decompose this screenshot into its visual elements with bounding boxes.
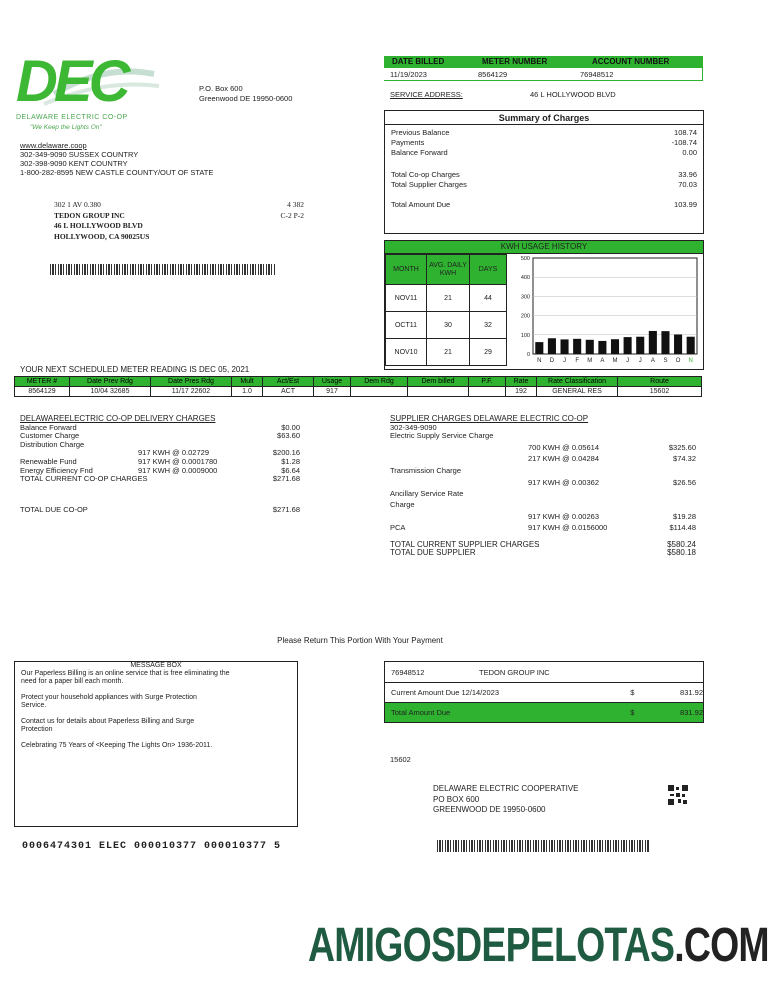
value-account-number: 76948512 [580, 70, 614, 79]
mailing-address [54, 200, 304, 242]
company-address-line1: P.O. Box 600 [199, 84, 243, 93]
meter-cell: 1.0 [232, 387, 263, 397]
usage-avg: 30 [427, 312, 470, 339]
chart-ytick-label: 300 [520, 294, 530, 301]
meter-cell: 8564129 [15, 387, 70, 397]
chart-xtick-label: A [600, 358, 605, 364]
usage-month: NOV11 [386, 285, 427, 312]
meter-cell: 11/17 22602 [151, 387, 232, 397]
supplier-total-label: TOTAL CURRENT SUPPLIER CHARGES [390, 539, 540, 549]
supplier-trans-value: $26.56 [673, 477, 696, 487]
coop-energy-detail: 917 KWH @ 0.0009000 [138, 465, 218, 475]
chart-bar [649, 331, 657, 354]
coop-distribution-label: Distribution Charge [20, 439, 85, 449]
supplier-due-label: TOTAL DUE SUPPLIER [390, 548, 476, 558]
chart-xtick-label: D [549, 358, 555, 364]
logo-text: DEC [16, 49, 127, 114]
route-code: 15602 [390, 755, 411, 764]
mailing-name: TEDON GROUP INC [54, 210, 125, 220]
next-reading-notice: YOUR NEXT SCHEDULED METER READING IS DEC 05, 2021 [20, 365, 250, 374]
label-meter-number: METER NUMBER [482, 57, 548, 66]
value-meter-number: 8564129 [478, 70, 508, 79]
coop-balance-value: $0.00 [281, 422, 300, 432]
chart-ytick-label: 500 [520, 256, 530, 262]
chart-ytick-label: 0 [526, 352, 530, 358]
meter-table-row [15, 387, 702, 397]
message-box-title: MESSAGE BOX [130, 662, 182, 669]
coop-due-value: $271.68 [272, 504, 300, 514]
summary-total-label: Total Amount Due [391, 200, 451, 209]
service-address-value: 46 L HOLLYWOOD BLVD [530, 90, 616, 99]
stub-name: TEDON GROUP INC [479, 667, 550, 677]
coop-charges [20, 415, 300, 514]
payment-stub [384, 661, 704, 723]
meter-cell [351, 387, 408, 397]
summary-row-payments [391, 138, 697, 148]
chart-bar [586, 340, 594, 354]
mailing-code-right: 4 382 [287, 200, 304, 209]
value-date-billed: 11/19/2023 [390, 70, 427, 79]
meter-cell [408, 387, 469, 397]
supplier-supply1-detail: 700 KWH @ 0.05614 [528, 442, 599, 452]
chart-xtick-label: S [663, 358, 668, 364]
meter-cell: GENERAL RES [537, 387, 618, 397]
summary-value: 108.74 [674, 128, 697, 137]
supplier-trans-label: Transmission Charge [390, 465, 461, 475]
meter-cell: ACT [263, 387, 314, 397]
supplier-ancillary-label2: Charge [390, 499, 415, 509]
supplier-supply2-value: $74.32 [673, 454, 696, 464]
usage-avg: 21 [427, 339, 470, 366]
chart-xtick-label: J [638, 358, 642, 364]
supplier-charges [390, 415, 696, 558]
usage-header-month: MONTH [386, 255, 427, 285]
meter-header: P.F. [469, 377, 506, 387]
contact-info [20, 141, 213, 177]
stub-current-value: 831.92 [680, 688, 703, 697]
coop-customer-value: $63.60 [277, 431, 300, 441]
message-p1: Our Paperless Billing is an online service that is free eliminating the need for a paper bill each month. [21, 670, 230, 685]
chart-bar [598, 341, 606, 354]
meter-header: Dem Rdg [351, 377, 408, 387]
supplier-pca-value: $114.48 [669, 522, 696, 532]
meter-cell: 917 [314, 387, 351, 397]
meter-header: Date Prev Rdg [70, 377, 151, 387]
meter-cell [469, 387, 506, 397]
chart-bar [573, 339, 581, 354]
usage-history-table [385, 254, 507, 366]
stub-total-value: 831.92 [680, 708, 703, 717]
stub-total-label: Total Amount Due [391, 708, 451, 717]
chart-xtick-label: A [650, 358, 655, 364]
coop-total-value: $271.68 [272, 474, 300, 484]
meter-cell: 10/04 32685 [70, 387, 151, 397]
supplier-pca-label: PCA [390, 522, 406, 532]
remit-address [433, 784, 579, 816]
mailing-code-right2: C-2 P-2 [280, 210, 304, 220]
meter-header: Rate Classification [537, 377, 618, 387]
usage-days: 29 [470, 339, 507, 366]
message-p2: Protect your household appliances with Surge Protection Service. [21, 694, 197, 709]
watermark-main: AMIGOSDEPELOTAS [308, 919, 675, 972]
chart-xtick-label: M [587, 358, 593, 364]
chart-xtick-label: J [563, 358, 567, 364]
summary-value: 0.00 [682, 148, 697, 157]
meter-header: Mult [232, 377, 263, 387]
chart-xtick-label: N [537, 358, 542, 364]
supplier-supply1-value: $325.60 [668, 442, 696, 452]
summary-label: Total Co-op Charges [391, 170, 460, 179]
usage-row [386, 285, 507, 312]
supplier-trans-detail: 917 KWH @ 0.00362 [528, 477, 599, 487]
supplier-due-value: $580.18 [667, 548, 696, 558]
remit-line2: PO BOX 600 [433, 794, 480, 804]
stub-total-currency: $ [630, 708, 635, 717]
summary-label: Payments [391, 138, 425, 147]
meter-header: Usage [314, 377, 351, 387]
coop-total-label: TOTAL CURRENT CO-OP CHARGES [20, 474, 148, 484]
usage-history-title: KWH USAGE HISTORY [385, 241, 703, 254]
meter-table-header [15, 377, 702, 387]
stub-current-currency: $ [630, 688, 635, 697]
meter-header: Rate [506, 377, 537, 387]
meter-header: Route [618, 377, 702, 387]
remit-line3: GREENWOOD DE 19950-0600 [433, 805, 546, 814]
contact-phone-sussex: 302-349-9090 SUSSEX COUNTRY [20, 150, 139, 159]
watermark [308, 918, 769, 973]
chart-xtick-label: J [626, 358, 630, 364]
header-table-frame [384, 56, 703, 81]
postal-barcode [50, 264, 276, 275]
message-box [14, 661, 298, 827]
coop-due-label: TOTAL DUE CO-OP [20, 504, 88, 514]
company-address-line2: Greenwood DE 19950-0600 [199, 94, 293, 103]
chart-xtick-label: O [675, 358, 681, 364]
coop-renew-detail: 917 KWH @ 0.0001780 [138, 456, 218, 466]
usage-history [384, 240, 704, 370]
supplier-ancillary-detail: 917 KWH @ 0.00263 [528, 512, 599, 522]
summary-row-previous-balance [391, 128, 697, 138]
chart-bar [548, 338, 556, 354]
summary-label: Balance Forward [391, 148, 448, 157]
watermark-suffix: .COM [674, 919, 769, 972]
supplier-supply2-detail: 217 KWH @ 0.04284 [528, 454, 599, 464]
summary-value: -108.74 [671, 138, 697, 147]
stub-account: 76948512 [391, 667, 425, 677]
supplier-title: SUPPLIER CHARGES DELAWARE ELECTRIC CO-OP [390, 414, 589, 423]
website-link[interactable]: www.delaware.coop [20, 141, 87, 150]
logo-tagline: "We Keep the Lights On" [30, 124, 102, 131]
chart-ytick-label: 200 [520, 313, 530, 320]
contact-phone-newcastle: 1-800-282-8595 NEW CASTLE COUNTY/OUT OF STATE [20, 168, 214, 177]
supplier-supply-label: Electric Supply Service Charge [390, 431, 494, 441]
usage-month: NOV10 [386, 339, 427, 366]
remit-line1: DELAWARE ELECTRIC COOPERATIVE [433, 784, 579, 793]
mailing-street: 46 L HOLLYWOOD BLVD [54, 221, 143, 230]
chart-xtick-label: N [688, 358, 693, 364]
summary-row-balance-forward [391, 148, 697, 158]
meter-header: METER # [15, 377, 70, 387]
usage-row [386, 312, 507, 339]
chart-bar [561, 339, 569, 354]
coop-balance-label: Balance Forward [20, 422, 77, 432]
usage-header-avg: AVG. DAILY KWH [427, 255, 470, 285]
message-p3: Contact us for details about Paperless Billing and Surge Protection [21, 718, 195, 733]
service-address-label: SERVICE ADDRESS: [390, 90, 463, 99]
summary-value: 70.03 [678, 180, 697, 189]
chart-ytick-label: 400 [520, 275, 530, 282]
logo [14, 49, 164, 139]
meter-header: Dem billed [408, 377, 469, 387]
supplier-ancillary-value: $19.28 [673, 512, 696, 522]
mailing-code: 302 1 AV 0.380 [54, 200, 101, 209]
company-address [199, 84, 292, 104]
supplier-phone: 302-349-9090 [390, 422, 437, 432]
meter-header: Date Pres Rdg [151, 377, 232, 387]
supplier-pca-detail: 917 KWH @ 0.0156000 [528, 522, 608, 532]
contact-phone-kent: 302-398-9090 KENT COUNTRY [20, 159, 128, 168]
usage-month: OCT11 [386, 312, 427, 339]
coop-renew-label: Renewable Fund [20, 456, 77, 466]
summary-row-supplier-charges [391, 180, 697, 190]
scanline: 0006474301 ELEC 000010377 000010377 5 [22, 841, 282, 852]
coop-dist-detail: 917 KWH @ 0.02729 [138, 448, 209, 458]
chart-bar [661, 331, 669, 354]
summary-label: Total Supplier Charges [391, 180, 467, 189]
qr-code-icon [668, 785, 688, 805]
label-date-billed: DATE BILLED [392, 57, 445, 66]
summary-row-total-due [391, 200, 697, 210]
label-account-number: ACCOUNT NUMBER [592, 57, 670, 66]
coop-renew-value: $1.28 [281, 456, 300, 466]
message-p4: Celebrating 75 Years of <Keeping The Lights On> 1936-2011. [21, 742, 213, 749]
coop-energy-value: $6.64 [281, 465, 300, 475]
summary-title: Summary of Charges [498, 113, 590, 123]
chart-bar [674, 334, 682, 354]
logo-company-name: DELAWARE ELECTRIC CO-OP [16, 114, 128, 121]
supplier-ancillary-label: Ancillary Service Rate [390, 489, 464, 499]
usage-chart [511, 254, 701, 368]
chart-ytick-label: 100 [520, 332, 530, 339]
chart-bar [636, 337, 644, 354]
usage-header-days: DAYS [470, 255, 507, 285]
summary-label: Previous Balance [391, 128, 450, 137]
chart-bar [611, 339, 619, 354]
summary-of-charges [384, 110, 704, 234]
meter-table [14, 376, 702, 397]
summary-row-coop-charges [391, 170, 697, 180]
stub-current-label: Current Amount Due 12/14/2023 [391, 688, 499, 697]
summary-value: 33.96 [678, 170, 697, 179]
usage-avg: 21 [427, 285, 470, 312]
usage-days: 32 [470, 312, 507, 339]
usage-row [386, 339, 507, 366]
remit-barcode [437, 840, 649, 852]
chart-xtick-label: F [575, 358, 579, 364]
meter-header: Act/Est [263, 377, 314, 387]
chart-bar [535, 342, 543, 354]
meter-cell: 15602 [618, 387, 702, 397]
coop-title: DELAWAREELECTRIC CO-OP DELIVERY CHARGES [20, 414, 216, 423]
summary-total-value: 103.99 [674, 200, 697, 209]
supplier-total-value: $580.24 [667, 539, 696, 549]
coop-energy-label: Energy Efficiency Fnd [20, 465, 93, 475]
chart-bar [687, 337, 695, 354]
mailing-city: HOLLYWOOD, CA 90025US [54, 231, 150, 241]
chart-bar [624, 337, 632, 354]
chart-xtick-label: M [612, 358, 618, 364]
return-portion-notice: Please Return This Portion With Your Payment [277, 636, 443, 645]
coop-customer-label: Customer Charge [20, 431, 80, 441]
usage-days: 44 [470, 285, 507, 312]
coop-dist-value: $200.16 [272, 448, 300, 458]
meter-cell: 192 [506, 387, 537, 397]
